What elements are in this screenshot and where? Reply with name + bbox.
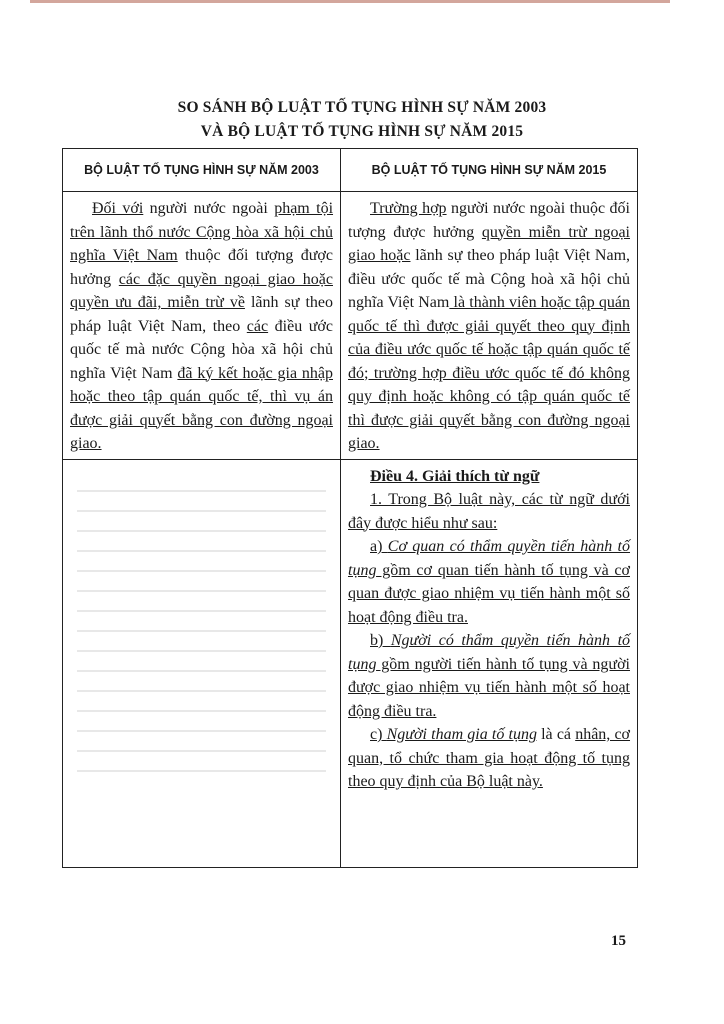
cell-2015-row2 xyxy=(341,459,638,867)
page-title xyxy=(0,96,724,144)
cell-2015-row1 xyxy=(341,192,638,460)
paragraph-2003-foreigner: Đối với người nước ngoài phạm tội trên lãnh thổ nước Cộng hòa xã hội chủ nghĩa Việt Nam thuộc đối tượng được hưởng các đặc quyền ngoại giao hoặc quyền ưu đãi, miễn trừ về lãnh sự theo pháp luật Việt Nam, theo các điều ước quốc tế mà nước Cộng hòa xã hội chủ nghĩa Việt Nam đã ký kết hoặc gia nhập hoặc theo tập quán quốc tế, thì vụ án được giải quyết bằng con đường ngoại giao. xyxy=(70,200,334,452)
header-2015: BỘ LUẬT TỐ TỤNG HÌNH SỰ NĂM 2015 xyxy=(341,149,638,192)
cell-2003-row2-empty xyxy=(63,459,341,867)
header-2003: BỘ LUẬT TỐ TỤNG HÌNH SỰ NĂM 2003 xyxy=(63,149,341,192)
title-line-1: SO SÁNH BỘ LUẬT TỐ TỤNG HÌNH SỰ NĂM 2003 xyxy=(177,99,547,116)
clause-1: 1. Trong Bộ luật này, các từ ngữ dưới đây được hiểu như sau: xyxy=(348,491,630,532)
table-header-row xyxy=(63,149,638,192)
bleed-through-texture xyxy=(77,472,326,790)
paragraph-2015-foreigner: Trường hợp người nước ngoài thuộc đối tượng được hưởng quyền miễn trừ ngoại giao hoặc lãnh sự theo pháp luật Việt Nam, điều ước quốc tế mà Cộng hoà xã hội chủ nghĩa Việt Nam là thành viên hoặc tập quán quốc tế thì được giải quyết theo quy định của điều ước quốc tế hoặc tập quán quốc tế đó; trường hợp điều ước quốc tế đó không quy định hoặc không có tập quán quốc tế thì được giải quyết bằng con đường ngoại giao. xyxy=(348,200,631,452)
cell-2003-row1 xyxy=(63,192,341,460)
item-a: a) Cơ quan có thẩm quyền tiến hành tố tụng gồm cơ quan tiến hành tố tụng và cơ quan được giao nhiệm vụ tiến hành một số hoạt động điều tra. xyxy=(348,538,631,626)
table-row xyxy=(63,459,638,867)
item-c: c) Người tham gia tố tụng là cá nhân, cơ quan, tổ chức tham gia hoạt động tố tụng theo quy định của Bộ luật này. xyxy=(348,726,631,790)
article-heading: Điều 4. Giải thích từ ngữ xyxy=(370,467,540,485)
title-line-2: VÀ BỘ LUẬT TỐ TỤNG HÌNH SỰ NĂM 2015 xyxy=(200,123,524,140)
comparison-table xyxy=(62,148,638,868)
item-b: b) Người có thẩm quyền tiến hành tố tụng gồm người tiến hành tố tụng và người được giao nhiệm vụ tiến hành một số hoạt động điều tra. xyxy=(348,632,631,720)
top-decorative-rule xyxy=(30,0,670,3)
table-row xyxy=(63,192,638,460)
page-number: 15 xyxy=(611,933,626,949)
